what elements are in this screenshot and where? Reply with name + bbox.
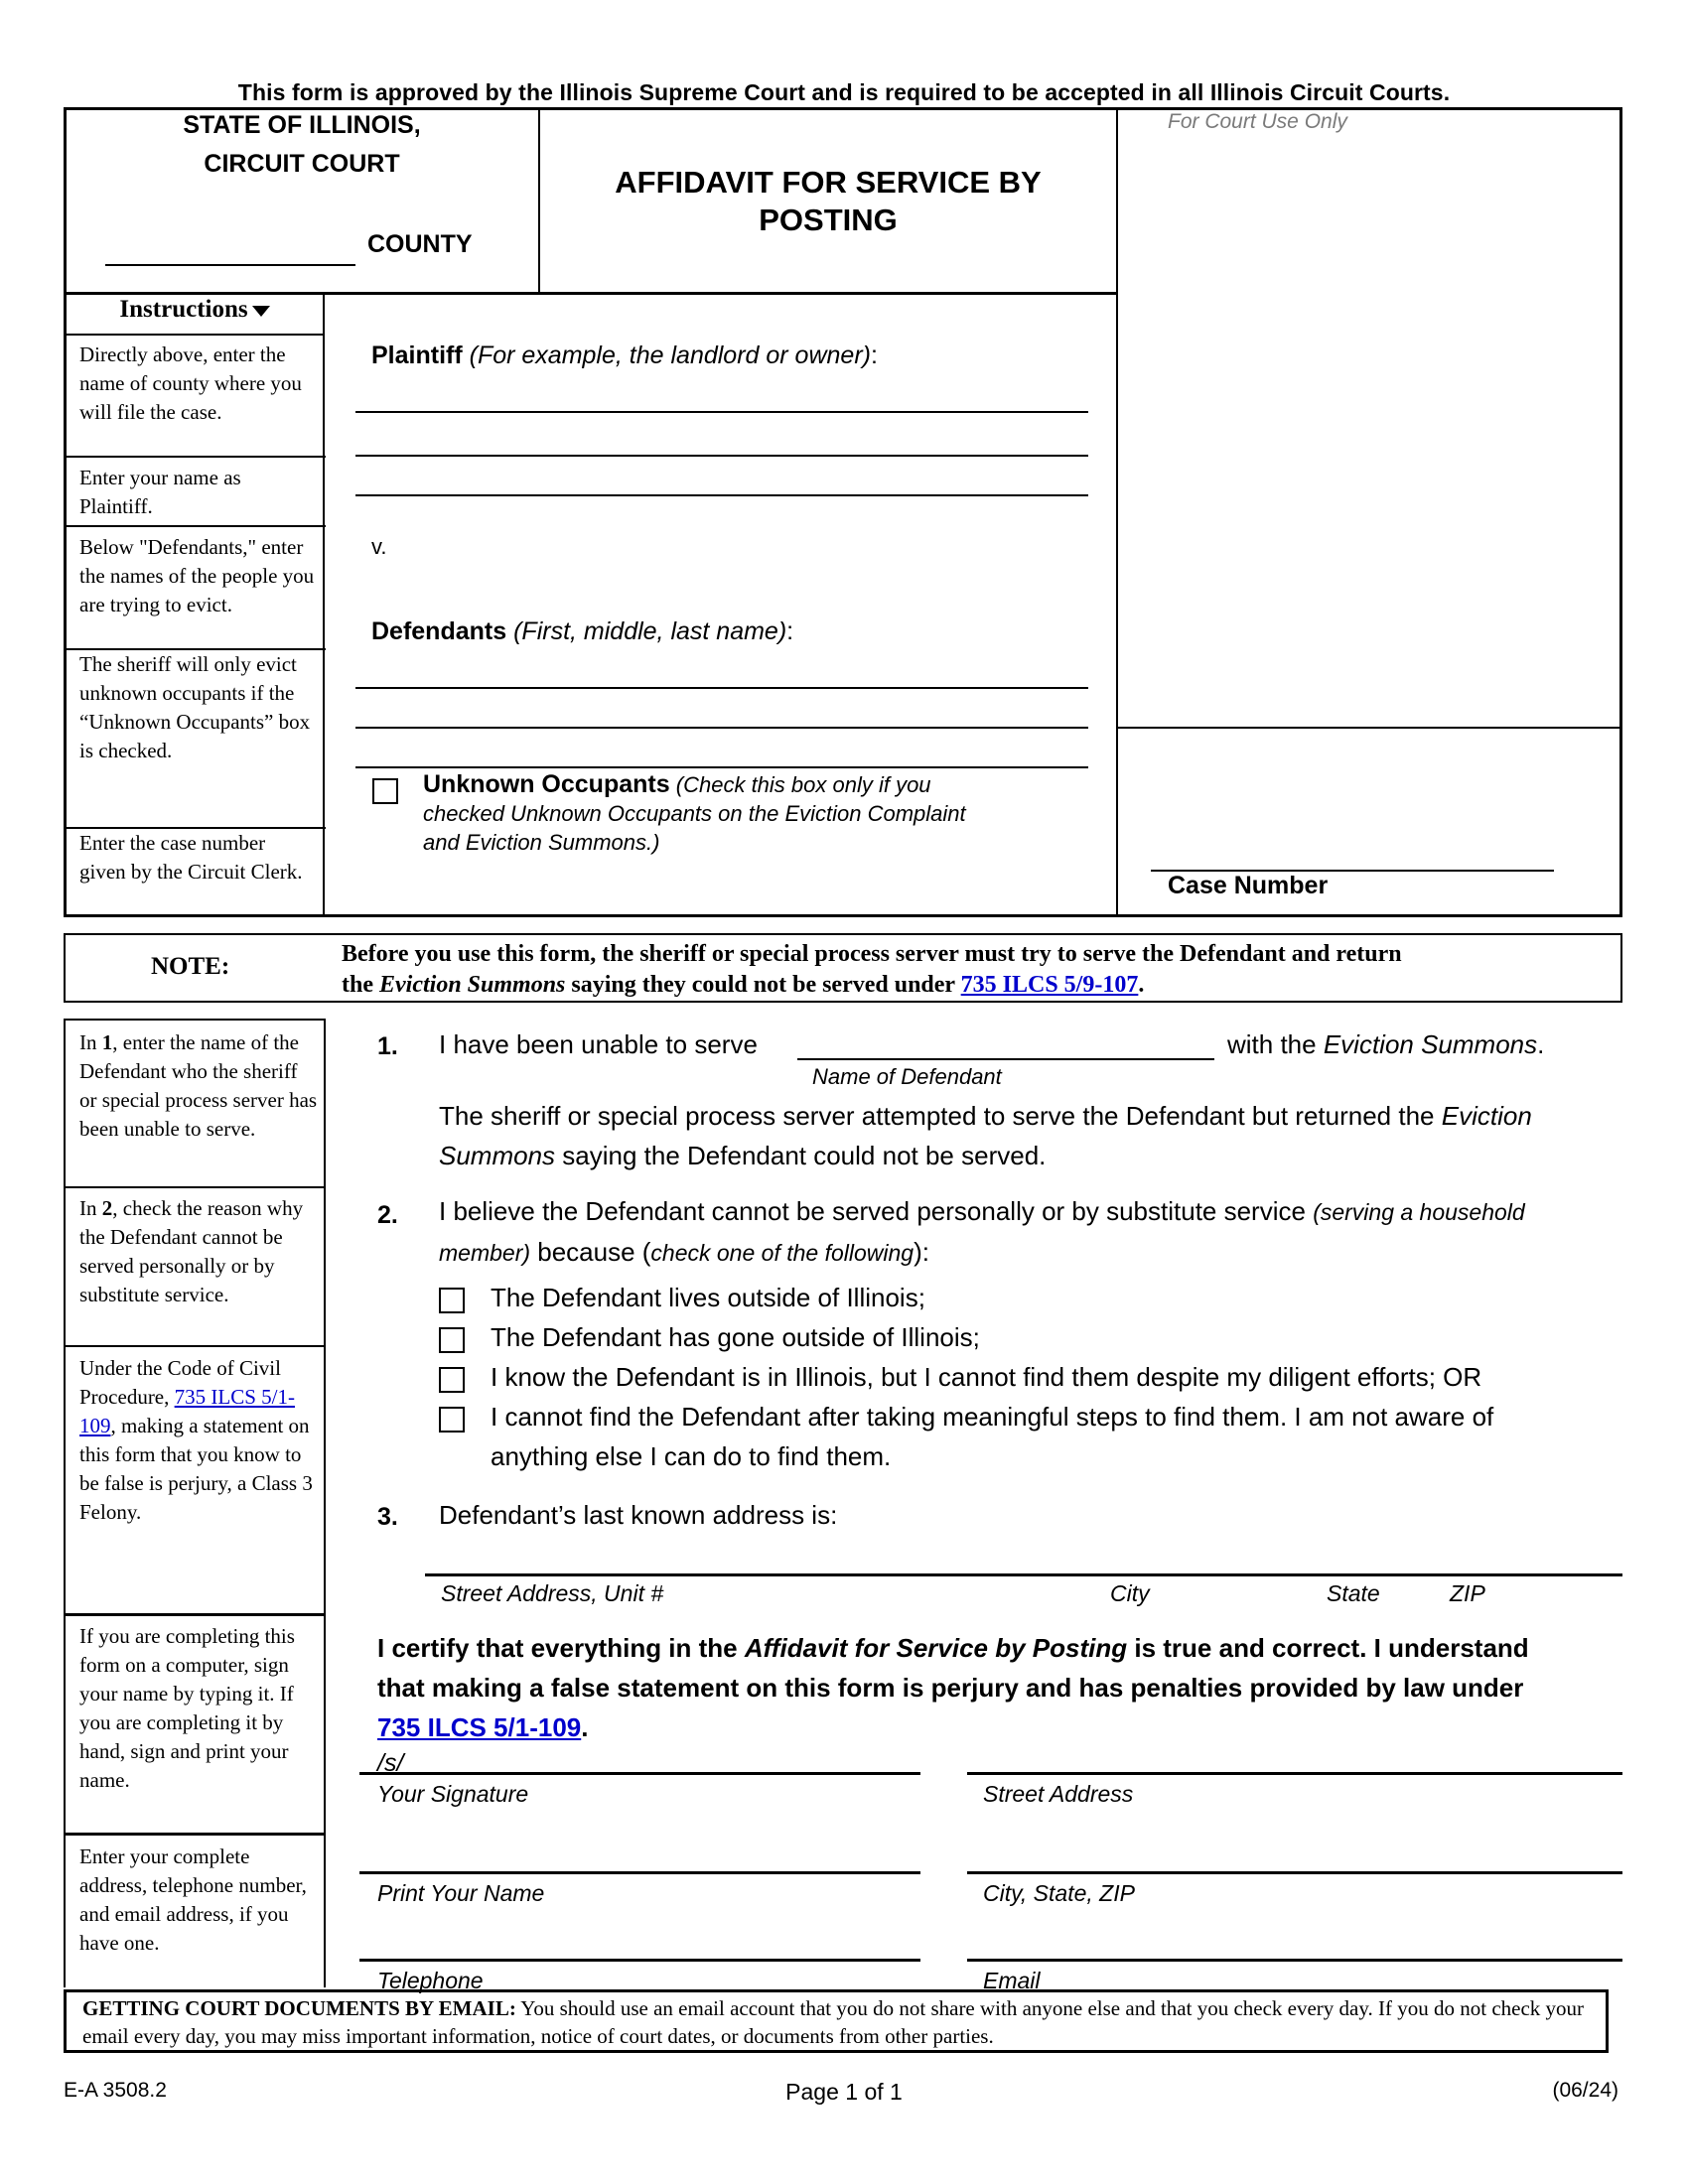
text: check one of the following [650, 1240, 914, 1266]
reason-label-in-illinois: I know the Defendant is in Illinois, but I cannot find them despite my diligent efforts; OR [491, 1362, 1482, 1392]
text: . [581, 1712, 589, 1742]
text: . [1537, 1029, 1545, 1059]
email-input[interactable] [967, 1930, 1622, 1962]
city-caption: City [1110, 1580, 1150, 1606]
defendant-name-input[interactable] [797, 1026, 1214, 1060]
instruction-item-3 [79, 1354, 318, 1527]
text: I believe the Defendant cannot be served personally or by substitute service [439, 1196, 1314, 1226]
text: I cannot find the Defendant after taking meaningful steps to find them. I am not aware of [491, 1402, 1494, 1432]
approval-notice: This form is approved by the Illinois Supreme Court and is required to be accepted in all Illinois Circuit Courts. [237, 79, 1451, 105]
triangle-down-icon [252, 306, 270, 317]
street-address-input[interactable] [967, 1743, 1622, 1775]
text: In [79, 1030, 102, 1054]
defendant-line-1[interactable] [355, 663, 1088, 689]
note-text: saying they could not be served under [565, 972, 961, 998]
reason-label-gone-outside: The Defendant has gone outside of Illinois; [491, 1322, 980, 1352]
email-notice-heading: GETTING COURT DOCUMENTS BY EMAIL: [82, 1996, 516, 2020]
email-caption: Email [983, 1968, 1041, 1993]
your-signature-caption: Your Signature [377, 1781, 529, 1807]
instructions-heading-text: Instructions [119, 296, 248, 323]
certification-text [377, 1628, 1628, 1747]
signature-prefix: /s/ [377, 1749, 404, 1777]
note-label: NOTE: [151, 953, 230, 980]
plaintiff-line-2[interactable] [355, 431, 1088, 457]
text: saying the Defendant could not be served. [555, 1141, 1047, 1170]
form-id: E-A 3508.2 [64, 2079, 167, 2102]
reason-checkbox-cannot-find[interactable] [439, 1407, 465, 1433]
print-name-input[interactable] [359, 1843, 920, 1874]
reason-checkbox-in-illinois[interactable] [439, 1367, 465, 1393]
plaintiff-line-1[interactable] [355, 387, 1088, 413]
defendants-label: Defendants [371, 617, 507, 645]
defendants-heading [371, 617, 793, 646]
defendants-hint: (First, middle, last name) [513, 617, 787, 645]
email-notice-text: You should use an email account that you do not share with anyone else and that you check every day. If you do not check your email every day, you may miss important information, notice of court dates, or documents from other parties. [82, 1996, 1585, 2048]
defendant-line-2[interactable] [355, 703, 1088, 729]
text: , making a statement on this form that you know to be false is perjury, a Class 3 Felony. [79, 1414, 313, 1524]
divider [1116, 107, 1118, 917]
instruction-item-5: Enter your complete address, telephone number, and email address, if you have one. [79, 1844, 307, 1955]
circuit-court: CIRCUIT COURT [204, 150, 400, 178]
telephone-caption: Telephone [377, 1968, 484, 1993]
print-your-name-caption: Print Your Name [377, 1880, 545, 1906]
county-input[interactable] [105, 238, 355, 266]
case-number-input[interactable] [1151, 844, 1554, 872]
unknown-occupants-hint-3: and Eviction Summons.) [423, 830, 660, 855]
text: 1 [101, 1030, 113, 1054]
plaintiff-heading [371, 341, 878, 370]
unknown-occupants-hint-2: checked Unknown Occupants on the Eviction Complaint [423, 801, 966, 826]
reason-label-lives-outside: The Defendant lives outside of Illinois; [491, 1283, 925, 1312]
instruction-plaintiff: Enter your name as Plaintiff. [66, 458, 326, 527]
text: Summons [439, 1141, 556, 1170]
text: (serving a household [1313, 1199, 1525, 1225]
county-label: COUNTY [367, 230, 473, 258]
state-of-illinois: STATE OF ILLINOIS, [183, 111, 421, 139]
text: , enter the name of the Defendant who the sheriff or special process server has been unable to serve. [79, 1030, 318, 1141]
text: that making a false statement on this form is perjury and has penalties provided by law under [377, 1673, 1524, 1703]
ilcs-1-109-link[interactable]: 735 ILCS 5/1-109 [377, 1712, 582, 1742]
instruction-item-4: If you are completing this form on a computer, sign your name by typing it. If you are completing it by hand, sign and print your name. [79, 1624, 295, 1792]
text: because ( [530, 1237, 651, 1267]
text: ): [914, 1237, 929, 1267]
text: I certify that everything in the [377, 1633, 745, 1663]
last-known-address-input[interactable] [425, 1545, 1622, 1576]
ilcs-1-109-link-sidebar[interactable]: 735 ILCS 5/1-109 [79, 1385, 295, 1437]
text: In [79, 1196, 102, 1220]
reason-label-cannot-find [491, 1397, 1493, 1476]
instruction-county: Directly above, enter the name of county where you will file the case. [66, 335, 326, 458]
section-1-paragraph [439, 1096, 1620, 1175]
versus-label: v. [371, 534, 387, 559]
city-state-zip-caption: City, State, ZIP [983, 1880, 1135, 1906]
divider [64, 1613, 326, 1616]
text: Eviction Summons [1323, 1029, 1538, 1059]
name-of-defendant-caption: Name of Defendant [812, 1064, 1002, 1089]
text: Affidavit for Service by Posting [744, 1633, 1128, 1663]
section-1-number: 1. [377, 1032, 398, 1060]
unknown-occupants-hint-1: (Check this box only if you [675, 772, 931, 797]
instruction-case-number: Enter the case number given by the Circuit Clerk. [79, 831, 303, 884]
text: member) [439, 1240, 531, 1266]
text: with the [1227, 1029, 1324, 1059]
section-1-suffix [1227, 1024, 1544, 1064]
note-text [342, 939, 1622, 1001]
case-number-label: Case Number [1168, 872, 1329, 899]
instruction-item-1 [79, 1028, 318, 1144]
section-2-intro [439, 1191, 1630, 1273]
text: is true and correct. I understand [1127, 1633, 1529, 1663]
divider [64, 1345, 326, 1347]
note-text: the [342, 972, 379, 998]
plaintiff-label: Plaintiff [371, 341, 463, 369]
form-title-line1: AFFIDAVIT FOR SERVICE BY [615, 165, 1042, 200]
email-notice-box [64, 1989, 1609, 2053]
section-3-text: Defendant’s last known address is: [439, 1500, 838, 1530]
divider [64, 292, 1118, 295]
telephone-input[interactable] [359, 1930, 920, 1962]
text: Under the Code of Civil Procedure, [79, 1356, 281, 1409]
text: 2 [101, 1196, 113, 1220]
street-address-caption: Street Address [983, 1781, 1134, 1807]
text: , check the reason why the Defendant cannot be served personally or by substitute service. [79, 1196, 304, 1306]
page-number: Page 1 of 1 [785, 2079, 903, 2105]
text: anything else I can do to find them. [491, 1441, 892, 1471]
divider [1116, 727, 1622, 729]
section-3-number: 3. [377, 1503, 398, 1531]
form-title-line2: POSTING [759, 203, 898, 237]
reason-checkbox-gone-outside[interactable] [439, 1327, 465, 1353]
reason-checkbox-lives-outside[interactable] [439, 1288, 465, 1313]
zip-caption: ZIP [1450, 1580, 1485, 1606]
city-state-zip-input[interactable] [967, 1843, 1622, 1874]
ilcs-9-107-link[interactable]: 735 ILCS 5/9-107 [960, 972, 1139, 998]
divider [64, 1833, 326, 1836]
divider [64, 1186, 326, 1188]
instruction-defendants: Below "Defendants," enter the names of the people you are trying to evict. [66, 527, 326, 650]
colon: : [786, 617, 794, 645]
section-2-number: 2. [377, 1201, 398, 1229]
eviction-summons-italic: Eviction Summons [379, 972, 566, 998]
signature-input[interactable] [359, 1743, 920, 1775]
note-text-line1: Before you use this form, the sheriff or special process server must try to serve the Defendant and return [342, 941, 1402, 967]
state-caption: State [1327, 1580, 1380, 1606]
defendant-line-3[interactable] [355, 743, 1088, 768]
unknown-occupants-text [423, 770, 966, 857]
period: . [1138, 972, 1145, 998]
instructions-heading [66, 296, 324, 324]
section-1-intro: I have been unable to serve [439, 1029, 758, 1059]
note-box [64, 933, 1622, 1003]
plaintiff-hint: (For example, the landlord or owner) [469, 341, 871, 369]
instruction-item-2 [79, 1194, 318, 1309]
colon: : [870, 341, 878, 369]
court-use-only-label: For Court Use Only [1168, 110, 1347, 133]
text: Eviction [1441, 1101, 1532, 1131]
text: The sheriff or special process server attempted to serve the Defendant but returned the [439, 1101, 1442, 1131]
form-version: (06/24) [1552, 2079, 1618, 2102]
street-address-caption: Street Address, Unit # [441, 1580, 664, 1606]
unknown-occupants-checkbox[interactable] [372, 778, 398, 804]
instruction-unknown-occupants: The sheriff will only evict unknown occupants if the “Unknown Occupants” box is checked. [66, 650, 326, 829]
unknown-occupants-label: Unknown Occupants [423, 770, 670, 798]
plaintiff-line-3[interactable] [355, 471, 1088, 496]
